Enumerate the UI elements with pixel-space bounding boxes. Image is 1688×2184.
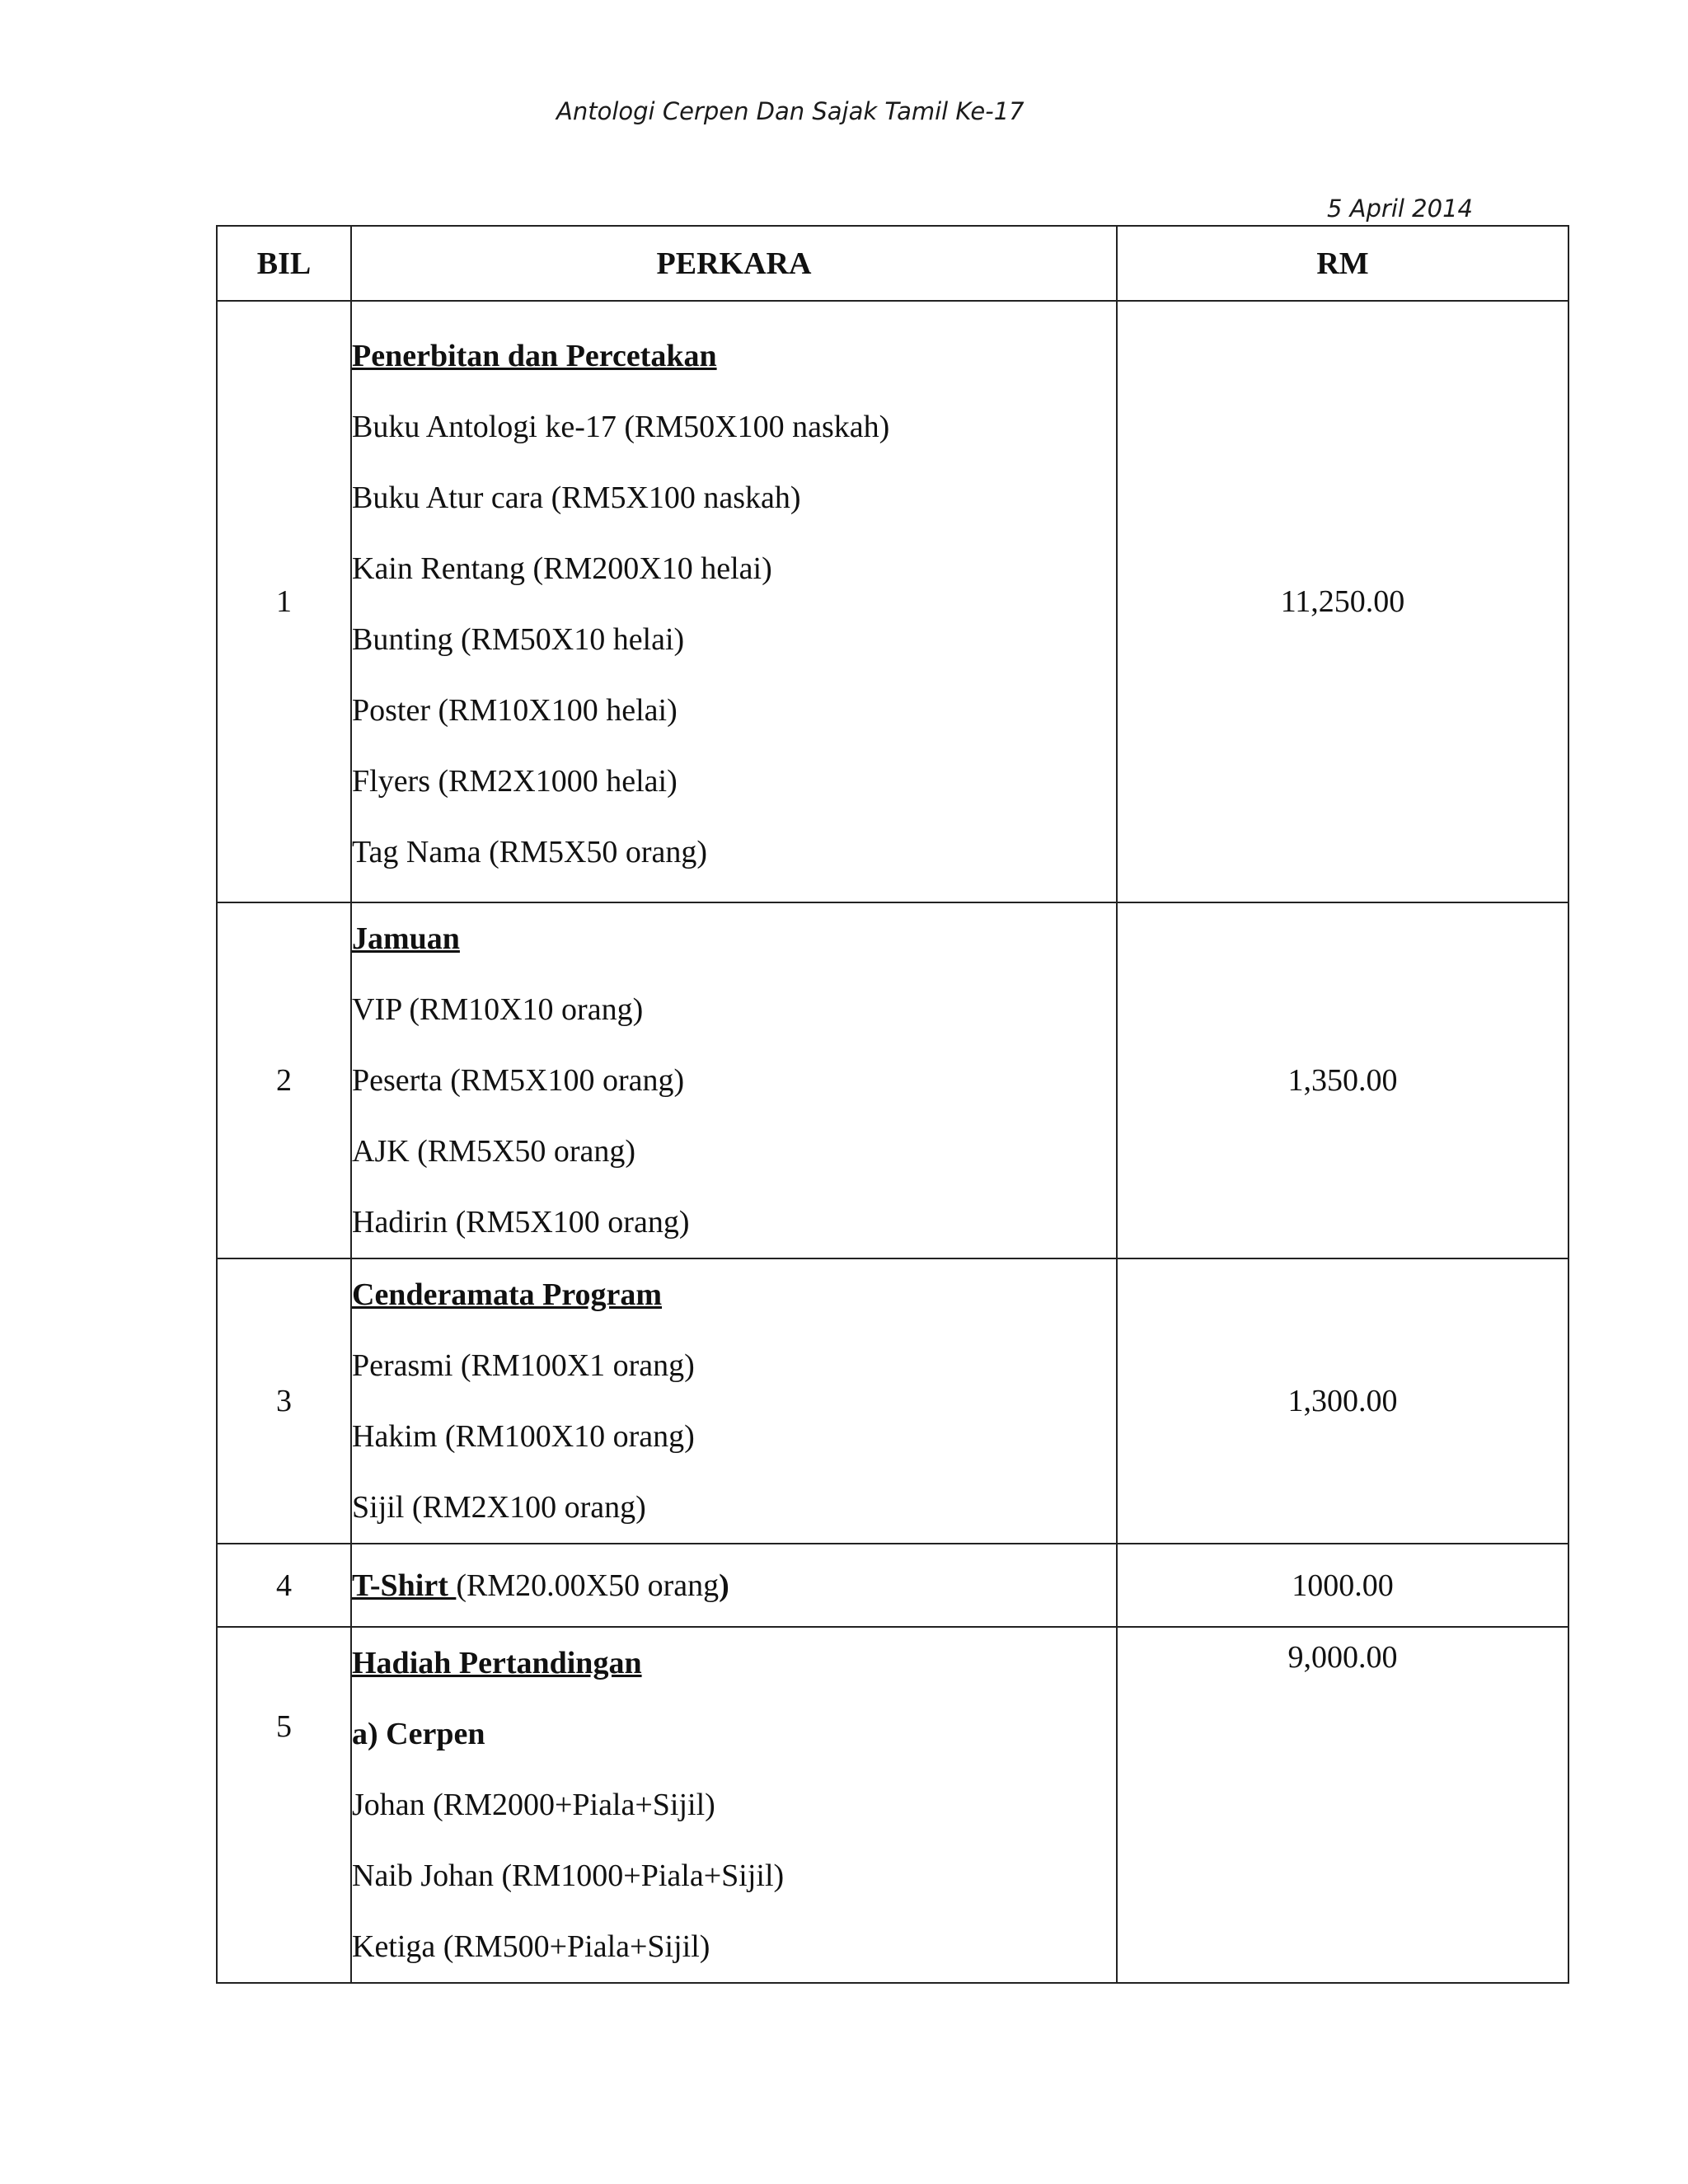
row-description [351, 1627, 1117, 1983]
section-title: Jamuan [352, 921, 460, 956]
document-title: Antologi Cerpen Dan Sajak Tamil Ke-17 [556, 97, 1025, 125]
line-item: Johan (RM2000+Piala+Sijil) [352, 1788, 715, 1822]
row-description [351, 902, 1117, 1258]
row-amount: 1,300.00 [1117, 1258, 1568, 1544]
line-item: Hadirin (RM5X100 orang) [352, 1205, 690, 1240]
row-amount: 11,250.00 [1117, 301, 1568, 902]
line-item: Kain Rentang (RM200X10 helai) [352, 551, 772, 586]
line-item: VIP (RM10X10 orang) [352, 992, 644, 1027]
table-row [217, 1258, 1568, 1544]
section-title: Penerbitan dan Percetakan [352, 338, 717, 373]
row-amount: 1000.00 [1117, 1544, 1568, 1627]
column-header-bil: BIL [217, 226, 351, 301]
table-row [217, 301, 1568, 902]
column-header-perkara: PERKARA [351, 226, 1117, 301]
row-title-close: ) [719, 1568, 729, 1603]
row-number: 1 [217, 301, 351, 902]
line-item: Ketiga (RM500+Piala+Sijil) [352, 1929, 710, 1964]
line-item: Bunting (RM50X10 helai) [352, 621, 685, 657]
row-amount: 1,350.00 [1117, 902, 1568, 1258]
table-row [217, 1627, 1568, 1983]
row-number: 3 [217, 1258, 351, 1544]
table-row [217, 902, 1568, 1258]
row-title-suffix: (RM20.00X50 orang [456, 1568, 720, 1603]
line-item: Sijil (RM2X100 orang) [352, 1490, 646, 1525]
row-description [351, 1258, 1117, 1544]
section-title: Hadiah Pertandingan [352, 1646, 642, 1680]
row-amount: 9,000.00 [1117, 1627, 1568, 1983]
row-number: 5 [217, 1627, 351, 1983]
subsection-title: a) Cerpen [352, 1717, 485, 1751]
column-header-rm: RM [1117, 226, 1568, 301]
table-row [217, 1544, 1568, 1627]
line-item: Flyers (RM2X1000 helai) [352, 763, 678, 799]
line-item: Perasmi (RM100X1 orang) [352, 1348, 695, 1383]
row-description [351, 1544, 1117, 1627]
line-item: Hakim (RM100X10 orang) [352, 1419, 695, 1454]
row-title-line [352, 1568, 729, 1603]
line-item: Peserta (RM5X100 orang) [352, 1063, 685, 1098]
row-description [351, 301, 1117, 902]
line-item: Poster (RM10X100 helai) [352, 692, 678, 728]
line-item: AJK (RM5X50 orang) [352, 1134, 636, 1169]
line-item: Naib Johan (RM1000+Piala+Sijil) [352, 1858, 785, 1893]
row-number: 2 [217, 902, 351, 1258]
line-item: Tag Nama (RM5X50 orang) [352, 834, 708, 869]
document-date: 5 April 2014 [1327, 194, 1473, 223]
line-item: Buku Atur cara (RM5X100 naskah) [352, 480, 801, 515]
row-number: 4 [217, 1544, 351, 1627]
line-item: Buku Antologi ke-17 (RM50X100 naskah) [352, 409, 890, 444]
budget-table [216, 225, 1569, 1984]
section-title: T-Shirt [352, 1568, 457, 1603]
section-title: Cenderamata Program [352, 1277, 663, 1312]
table-header-row [217, 226, 1568, 301]
